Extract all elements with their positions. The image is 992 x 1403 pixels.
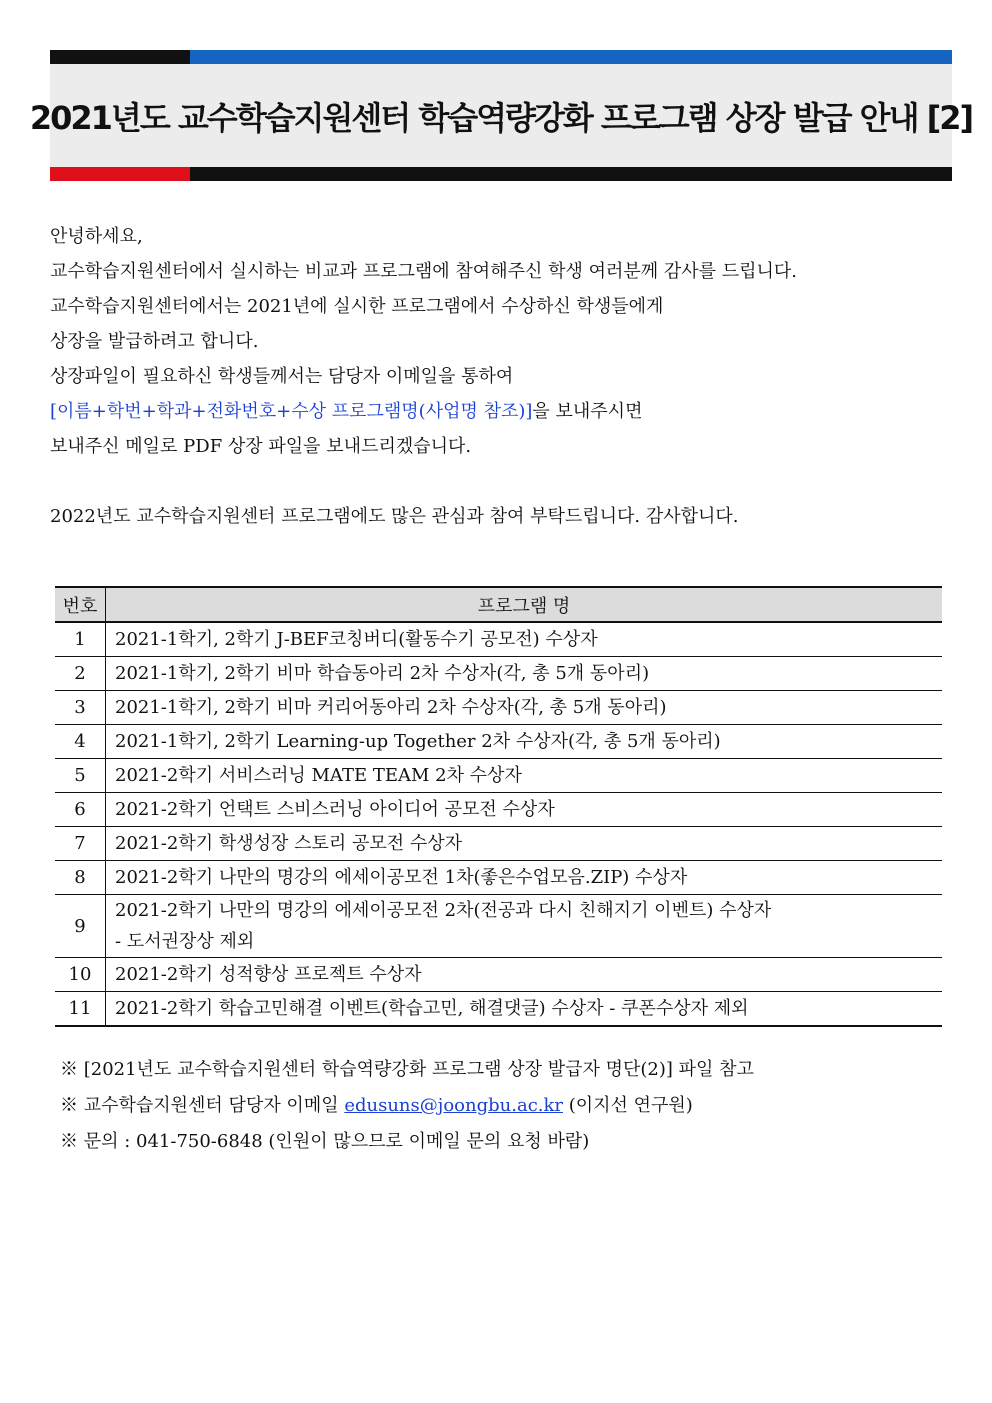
note-file-reference: ※ [2021년도 교수학습지원센터 학습역량강화 프로그램 상장 발급자 명단(2)] 파일 참고 <box>60 1059 754 1080</box>
row-num: 3 <box>55 691 106 725</box>
top-bar-black-segment <box>50 50 190 64</box>
row-num: 1 <box>55 622 106 657</box>
table-row <box>55 992 942 1027</box>
row-program: 2021-1학기, 2학기 비마 커리어동아리 2차 수상자(각, 총 5개 동아리) <box>106 691 943 725</box>
table-row <box>55 958 942 992</box>
row-num: 11 <box>55 992 106 1027</box>
intro-line-4: 상장파일이 필요하신 학생들께서는 담당자 이메일을 통하여 <box>50 366 514 387</box>
intro-line-5 <box>50 394 950 429</box>
table-row <box>55 827 942 861</box>
intro-text <box>50 219 950 534</box>
row-program: 2021-2학기 성적향상 프로젝트 수상자 <box>106 958 943 992</box>
row-num: 2 <box>55 657 106 691</box>
spacer <box>50 464 950 499</box>
table-row <box>55 793 942 827</box>
row-program: 2021-2학기 학생성장 스토리 공모전 수상자 <box>106 827 943 861</box>
table-header-row <box>55 587 942 622</box>
bottom-color-bar <box>50 167 952 181</box>
row-program: 2021-1학기, 2학기 비마 학습동아리 2차 수상자(각, 총 5개 동아리) <box>106 657 943 691</box>
note-phone-inquiry: ※ 문의 : 041-750-6848 (인원이 많으므로 이메일 문의 요청 바람) <box>60 1131 590 1152</box>
row-program: 2021-2학기 서비스러닝 MATE TEAM 2차 수상자 <box>106 759 943 793</box>
row-program <box>106 895 943 958</box>
table-row <box>55 861 942 895</box>
table-row <box>55 691 942 725</box>
note-email-suffix: (이지선 연구원) <box>563 1095 693 1116</box>
page-title: 2021년도 교수학습지원센터 학습역량강화 프로그램 상장 발급 안내 [2] <box>29 98 973 137</box>
row-num: 4 <box>55 725 106 759</box>
note-contact-email <box>60 1088 940 1124</box>
top-color-bar <box>50 50 952 64</box>
intro-line-1: 교수학습지원센터에서 실시하는 비교과 프로그램에 참여해주신 학생 여러분께 감사를 드립니다. <box>50 261 798 282</box>
row-program: 2021-1학기, 2학기 Learning-up Together 2차 수상자(각, 총 5개 동아리) <box>106 725 943 759</box>
row-num: 10 <box>55 958 106 992</box>
table-row <box>55 895 942 958</box>
row-num: 5 <box>55 759 106 793</box>
table-row <box>55 622 942 657</box>
greeting: 안녕하세요, <box>50 226 143 247</box>
table-row <box>55 657 942 691</box>
row-program: 2021-2학기 언택트 스비스러닝 아이디어 공모전 수상자 <box>106 793 943 827</box>
row-program: 2021-2학기 학습고민해결 이벤트(학습고민, 해결댓글) 수상자 - 쿠폰수상자 제외 <box>106 992 943 1027</box>
row-program: 2021-1학기, 2학기 J-BEF코칭버디(활동수기 공모전) 수상자 <box>106 622 943 657</box>
row-program-line-1: 2021-2학기 나만의 명강의 에세이공모전 2차(전공과 다시 친해지기 이벤트) 수상자 <box>115 900 772 921</box>
table-row <box>55 759 942 793</box>
row-num: 7 <box>55 827 106 861</box>
top-bar-blue-segment <box>190 50 952 64</box>
row-num: 6 <box>55 793 106 827</box>
intro-line-3: 상장을 발급하려고 합니다. <box>50 331 259 352</box>
row-num: 8 <box>55 861 106 895</box>
bottom-bar-black-segment <box>190 167 952 181</box>
header-program: 프로그램 명 <box>106 587 943 622</box>
closing-line: 2022년도 교수학습지원센터 프로그램에도 많은 관심과 참여 부탁드립니다. 감사합니다. <box>50 506 739 527</box>
email-link[interactable]: edusuns@joongbu.ac.kr <box>344 1095 564 1116</box>
notes-section <box>60 1052 940 1160</box>
header-num: 번호 <box>55 587 106 622</box>
document-header <box>29 50 973 181</box>
title-box <box>29 64 973 167</box>
row-num: 9 <box>55 895 106 958</box>
intro-line-6: 보내주신 메일로 PDF 상장 파일을 보내드리겠습니다. <box>50 436 472 457</box>
required-info-highlight: [이름+학번+학과+전화번호+수상 프로그램명(사업명 참조)] <box>50 401 533 422</box>
program-table <box>55 586 942 1027</box>
row-program-line-2: - 도서권장상 제외 <box>115 931 255 952</box>
intro-line-5-rest: 을 보내주시면 <box>532 401 643 422</box>
row-program: 2021-2학기 나만의 명강의 에세이공모전 1차(좋은수업모음.ZIP) 수상자 <box>106 861 943 895</box>
intro-line-2: 교수학습지원센터에서는 2021년에 실시한 프로그램에서 수상하신 학생들에게 <box>50 296 664 317</box>
table-row <box>55 725 942 759</box>
note-email-prefix: ※ 교수학습지원센터 담당자 이메일 <box>60 1095 345 1116</box>
bottom-bar-red-segment <box>50 167 190 181</box>
